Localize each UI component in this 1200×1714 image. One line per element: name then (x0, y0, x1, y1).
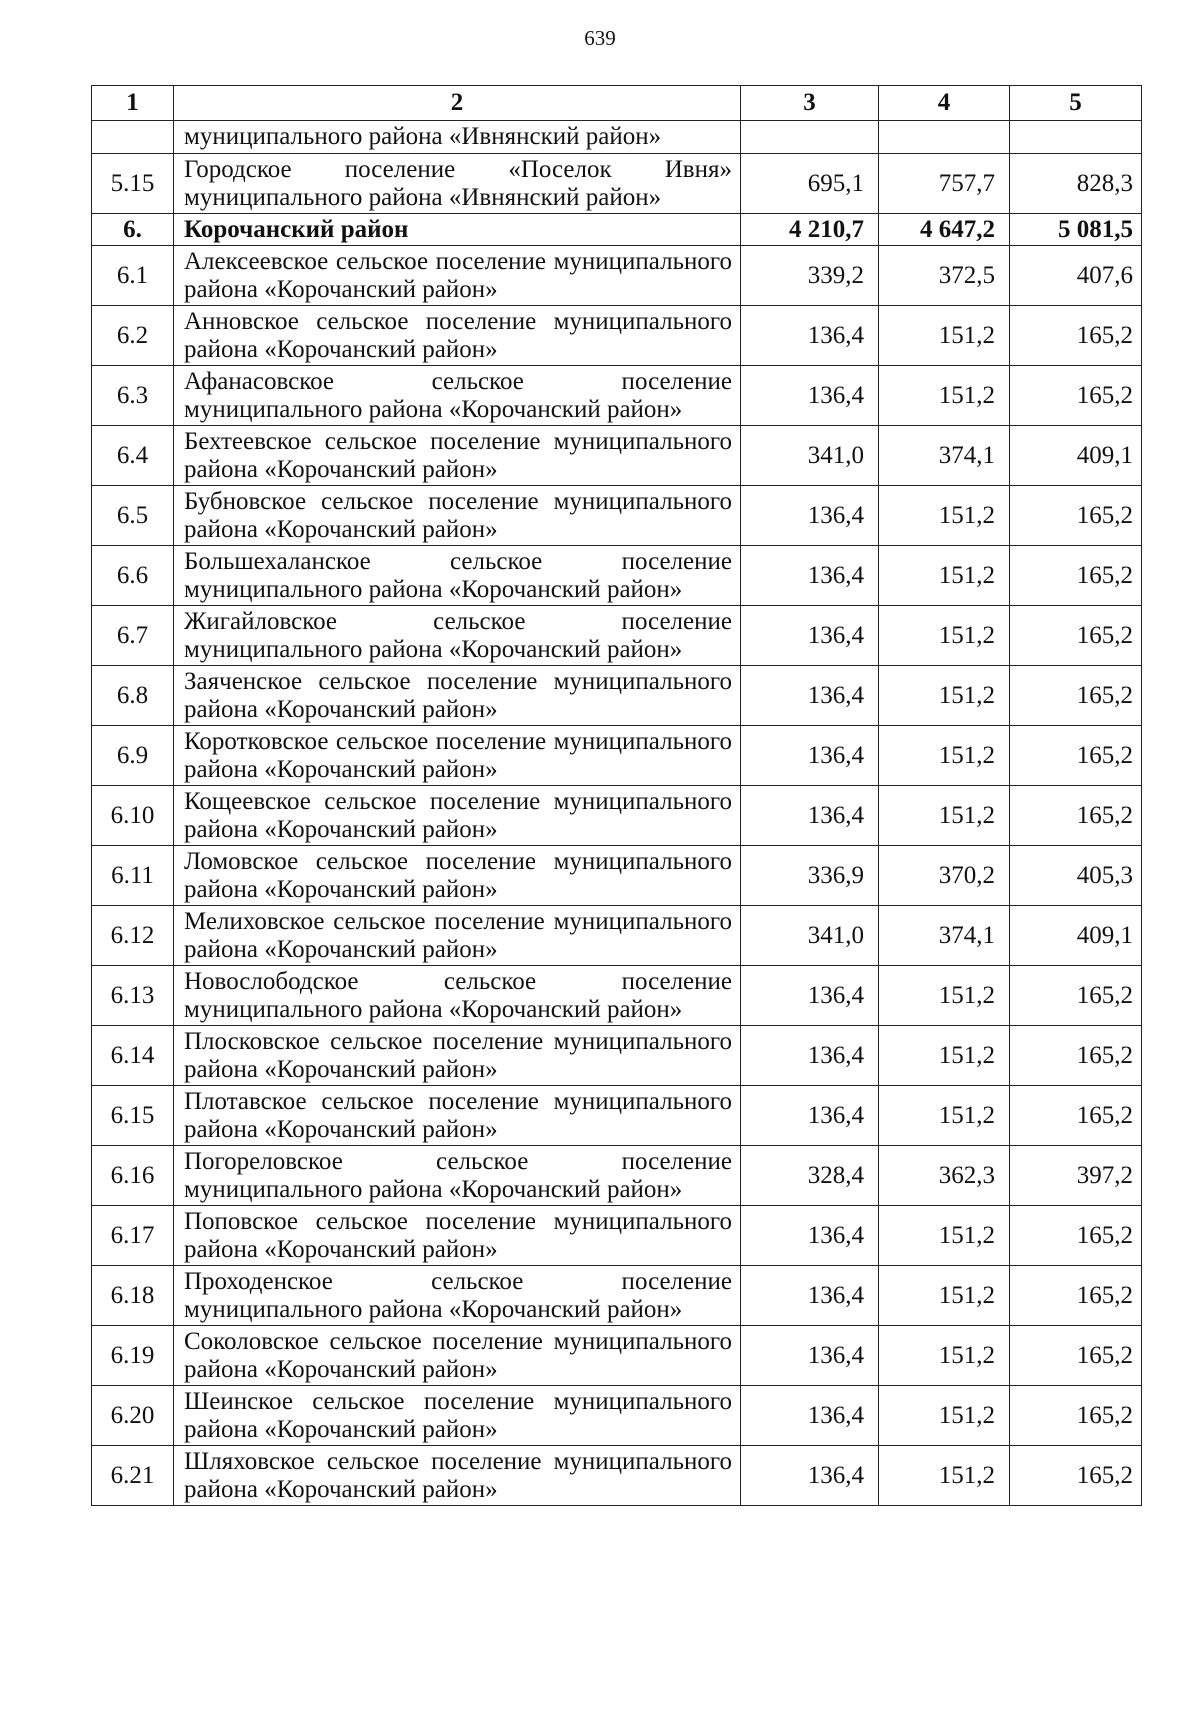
row-number: 6.8 (92, 666, 174, 726)
row-name: Бубновское сельское поселение муниципального района «Корочанский район» (174, 486, 741, 546)
row-value-3: 136,4 (741, 1026, 879, 1086)
row-name: Погореловское сельское поселение муниципального района «Корочанский район» (174, 1146, 741, 1206)
row-value-5: 165,2 (1010, 486, 1142, 546)
row-value-4: 151,2 (879, 546, 1010, 606)
row-value-4: 151,2 (879, 306, 1010, 366)
row-name: Заяченское сельское поселение муниципального района «Корочанский район» (174, 666, 741, 726)
section-value-3: 4 210,7 (741, 214, 879, 246)
row-value-4: 151,2 (879, 786, 1010, 846)
row-value-5: 165,2 (1010, 1446, 1142, 1506)
row-value-4: 151,2 (879, 1026, 1010, 1086)
row-value-4: 151,2 (879, 1326, 1010, 1386)
table-row (92, 846, 1142, 906)
row-number: 6.16 (92, 1146, 174, 1206)
row-value-3: 136,4 (741, 1086, 879, 1146)
table-row (92, 486, 1142, 546)
row-value-5: 165,2 (1010, 966, 1142, 1026)
row-number: 6.1 (92, 246, 174, 306)
row-value-4: 151,2 (879, 966, 1010, 1026)
section-number: 6. (92, 214, 174, 246)
row-value-3: 136,4 (741, 546, 879, 606)
row-name: Шеинское сельское поселение муниципального района «Корочанский район» (174, 1386, 741, 1446)
row-number: 6.5 (92, 486, 174, 546)
continuation-row (92, 121, 1142, 154)
row-value-5: 407,6 (1010, 246, 1142, 306)
row-name: Ломовское сельское поселение муниципального района «Корочанский район» (174, 846, 741, 906)
row-value-5: 165,2 (1010, 1266, 1142, 1326)
row-value-3: 136,4 (741, 1266, 879, 1326)
row-name: Шляховское сельское поселение муниципального района «Корочанский район» (174, 1446, 741, 1506)
row-number: 6.9 (92, 726, 174, 786)
row-number: 6.19 (92, 1326, 174, 1386)
row-value-5: 165,2 (1010, 1326, 1142, 1386)
row-value-5: 828,3 (1010, 154, 1142, 214)
row-value-3: 136,4 (741, 1206, 879, 1266)
table-row (92, 1386, 1142, 1446)
row-name: Кощеевское сельское поселение муниципального района «Корочанский район» (174, 786, 741, 846)
row-name: муниципального района «Ивнянский район» (174, 121, 741, 154)
row-value-4: 362,3 (879, 1146, 1010, 1206)
row-number: 6.4 (92, 426, 174, 486)
column-header-1: 1 (92, 86, 174, 121)
row-name: Плосковское сельское поселение муниципального района «Корочанский район» (174, 1026, 741, 1086)
row-number: 6.12 (92, 906, 174, 966)
table-row (92, 366, 1142, 426)
row-value-5: 165,2 (1010, 726, 1142, 786)
row-value-3: 341,0 (741, 906, 879, 966)
row-number: 6.17 (92, 1206, 174, 1266)
row-name: Плотавское сельское поселение муниципального района «Корочанский район» (174, 1086, 741, 1146)
row-value-3: 136,4 (741, 606, 879, 666)
row-name: Городское поселение «Поселок Ивня» муниципального района «Ивнянский район» (174, 154, 741, 214)
row-value-4 (879, 121, 1010, 154)
row-name: Проходенское сельское поселение муниципального района «Корочанский район» (174, 1266, 741, 1326)
row-value-4: 374,1 (879, 906, 1010, 966)
table-row (92, 1446, 1142, 1506)
table-row (92, 666, 1142, 726)
row-number: 6.10 (92, 786, 174, 846)
row-name: Поповское сельское поселение муниципального района «Корочанский район» (174, 1206, 741, 1266)
table-row (92, 726, 1142, 786)
row-number: 6.18 (92, 1266, 174, 1326)
row-value-4: 151,2 (879, 1086, 1010, 1146)
table-row (92, 546, 1142, 606)
row-value-5: 165,2 (1010, 786, 1142, 846)
table-header-row (92, 86, 1142, 121)
row-value-5 (1010, 121, 1142, 154)
table-row (92, 786, 1142, 846)
row-value-5: 405,3 (1010, 846, 1142, 906)
column-header-4: 4 (879, 86, 1010, 121)
row-value-4: 151,2 (879, 726, 1010, 786)
row-value-3: 339,2 (741, 246, 879, 306)
row-number: 6.3 (92, 366, 174, 426)
row-value-3: 136,4 (741, 786, 879, 846)
page-number: 639 (584, 26, 616, 50)
row-number: 6.20 (92, 1386, 174, 1446)
row-value-3: 136,4 (741, 1386, 879, 1446)
row-number: 6.6 (92, 546, 174, 606)
row-number: 6.21 (92, 1446, 174, 1506)
row-name: Коротковское сельское поселение муниципального района «Корочанский район» (174, 726, 741, 786)
column-header-5: 5 (1010, 86, 1142, 121)
row-value-3: 341,0 (741, 426, 879, 486)
row-value-5: 165,2 (1010, 1086, 1142, 1146)
row-value-4: 151,2 (879, 486, 1010, 546)
row-value-5: 165,2 (1010, 366, 1142, 426)
row-value-5: 409,1 (1010, 906, 1142, 966)
table-row (92, 426, 1142, 486)
row-number: 6.7 (92, 606, 174, 666)
table-row (92, 1206, 1142, 1266)
row-value-5: 165,2 (1010, 1026, 1142, 1086)
row-number: 6.13 (92, 966, 174, 1026)
section-row (92, 214, 1142, 246)
table-row (92, 246, 1142, 306)
table-row (92, 1146, 1142, 1206)
row-name: Жигайловское сельское поселение муниципального района «Корочанский район» (174, 606, 741, 666)
table-row (92, 1266, 1142, 1326)
row-value-5: 409,1 (1010, 426, 1142, 486)
row-value-4: 370,2 (879, 846, 1010, 906)
row-name: Афанасовское сельское поселение муниципального района «Корочанский район» (174, 366, 741, 426)
column-header-2: 2 (174, 86, 741, 121)
table-row (92, 1086, 1142, 1146)
row-value-5: 165,2 (1010, 1206, 1142, 1266)
table-row (92, 606, 1142, 666)
budget-table (91, 85, 1142, 1506)
section-value-4: 4 647,2 (879, 214, 1010, 246)
row-number: 6.14 (92, 1026, 174, 1086)
section-value-5: 5 081,5 (1010, 214, 1142, 246)
row-value-3: 136,4 (741, 726, 879, 786)
table-row (92, 966, 1142, 1026)
table-row (92, 154, 1142, 214)
row-value-5: 165,2 (1010, 666, 1142, 726)
row-value-3: 328,4 (741, 1146, 879, 1206)
row-value-3: 136,4 (741, 1326, 879, 1386)
row-value-3: 136,4 (741, 966, 879, 1026)
row-value-3: 136,4 (741, 486, 879, 546)
row-number: 5.15 (92, 154, 174, 214)
row-value-4: 151,2 (879, 606, 1010, 666)
table-row (92, 1326, 1142, 1386)
row-value-3 (741, 121, 879, 154)
row-name: Анновское сельское поселение муниципального района «Корочанский район» (174, 306, 741, 366)
row-value-4: 757,7 (879, 154, 1010, 214)
row-value-4: 151,2 (879, 1266, 1010, 1326)
row-value-3: 136,4 (741, 666, 879, 726)
row-name: Большехаланское сельское поселение муниципального района «Корочанский район» (174, 546, 741, 606)
row-value-5: 165,2 (1010, 306, 1142, 366)
row-value-5: 165,2 (1010, 1386, 1142, 1446)
row-value-3: 695,1 (741, 154, 879, 214)
row-value-3: 136,4 (741, 1446, 879, 1506)
row-value-4: 372,5 (879, 246, 1010, 306)
row-value-3: 336,9 (741, 846, 879, 906)
row-value-4: 151,2 (879, 366, 1010, 426)
column-header-3: 3 (741, 86, 879, 121)
row-value-5: 397,2 (1010, 1146, 1142, 1206)
row-name: Новослободское сельское поселение муниципального района «Корочанский район» (174, 966, 741, 1026)
row-value-4: 151,2 (879, 1446, 1010, 1506)
row-name: Мелиховское сельское поселение муниципального района «Корочанский район» (174, 906, 741, 966)
row-name: Бехтеевское сельское поселение муниципального района «Корочанский район» (174, 426, 741, 486)
row-value-5: 165,2 (1010, 546, 1142, 606)
row-value-3: 136,4 (741, 306, 879, 366)
row-number (92, 121, 174, 154)
row-name: Соколовское сельское поселение муниципального района «Корочанский район» (174, 1326, 741, 1386)
row-value-4: 151,2 (879, 1206, 1010, 1266)
row-value-3: 136,4 (741, 366, 879, 426)
row-value-4: 151,2 (879, 1386, 1010, 1446)
table-row (92, 906, 1142, 966)
row-name: Алексеевское сельское поселение муниципального района «Корочанский район» (174, 246, 741, 306)
row-value-4: 151,2 (879, 666, 1010, 726)
row-number: 6.15 (92, 1086, 174, 1146)
row-number: 6.2 (92, 306, 174, 366)
table-row (92, 1026, 1142, 1086)
row-number: 6.11 (92, 846, 174, 906)
row-value-5: 165,2 (1010, 606, 1142, 666)
section-name: Корочанский район (174, 214, 741, 246)
table-row (92, 306, 1142, 366)
row-value-4: 374,1 (879, 426, 1010, 486)
